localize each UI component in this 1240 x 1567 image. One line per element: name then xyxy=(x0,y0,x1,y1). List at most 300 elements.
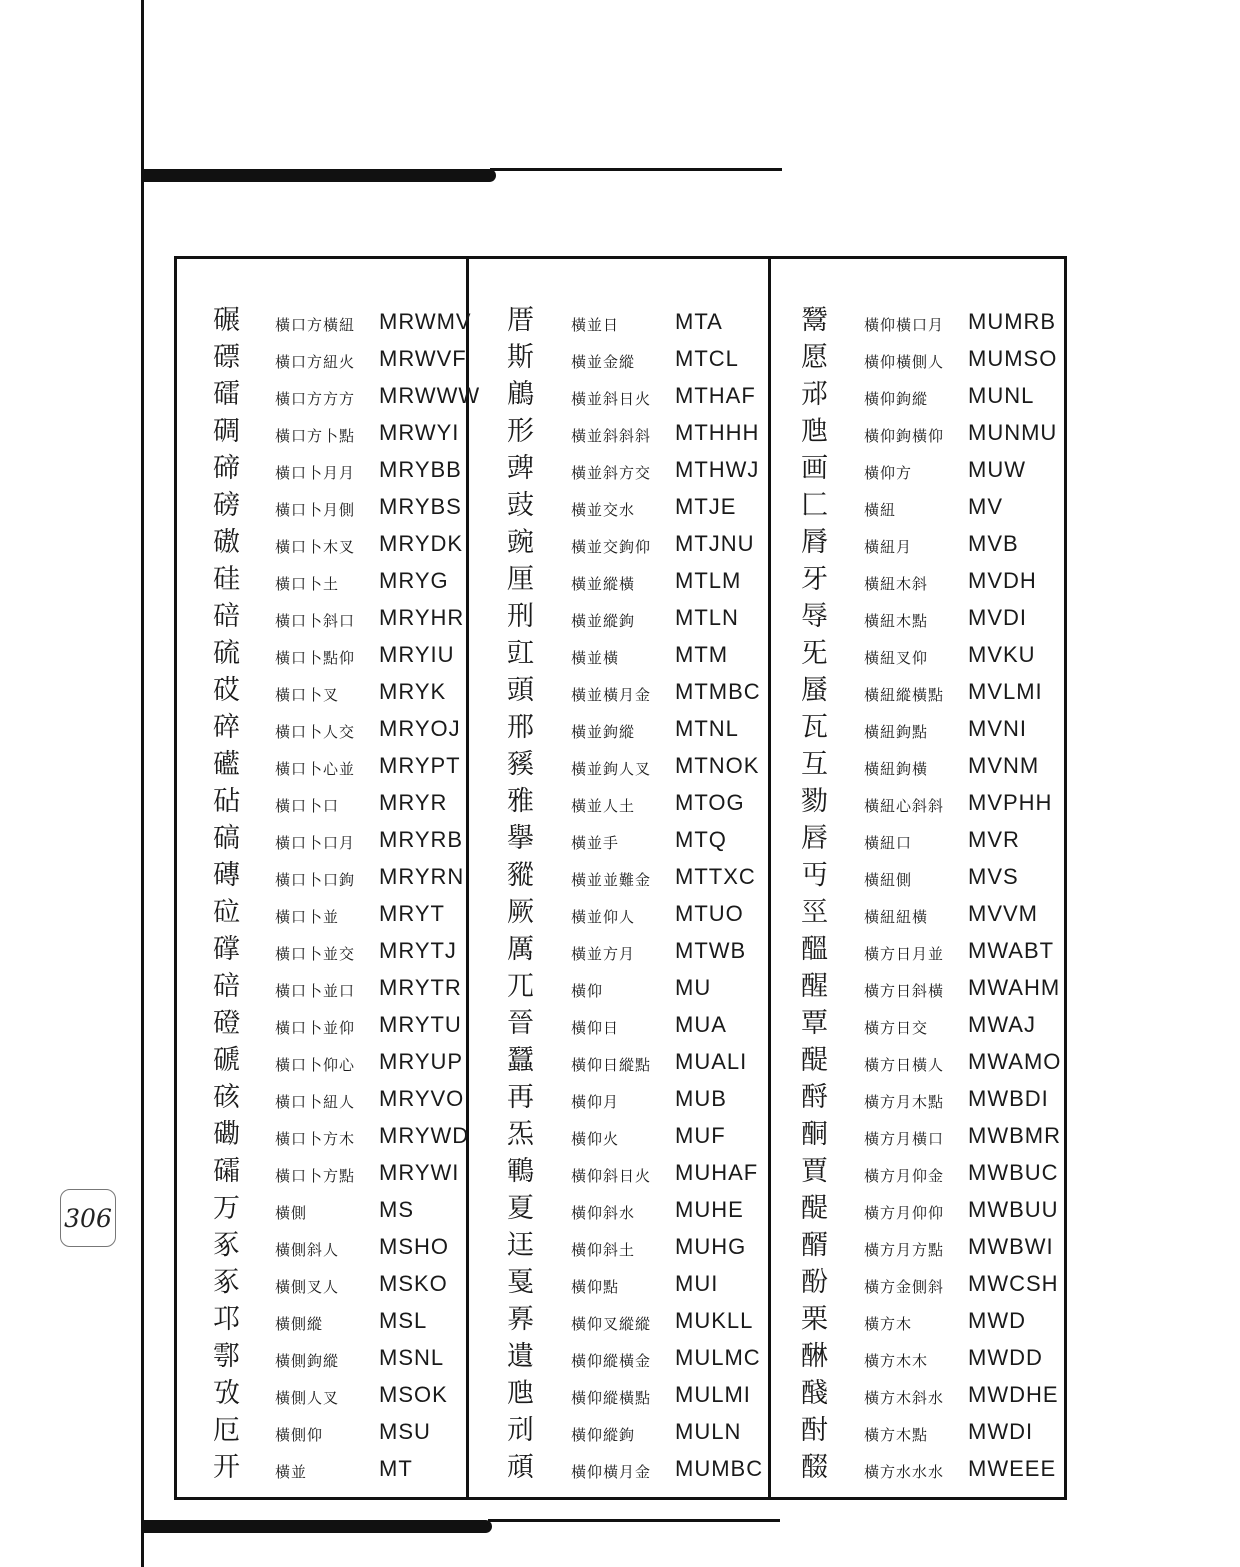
input-code: MVS xyxy=(968,864,1019,889)
input-code: MV xyxy=(968,494,1003,519)
table-row xyxy=(771,931,1064,968)
table-row xyxy=(469,339,768,376)
character: 匚 xyxy=(801,490,828,521)
character: 碲 xyxy=(213,453,240,484)
character: 碉 xyxy=(213,416,240,447)
character: 磝 xyxy=(213,527,240,558)
table-row xyxy=(469,1338,768,1375)
radical-sequence: 橫口卜並仰 xyxy=(275,1019,356,1037)
input-code: MVDI xyxy=(968,605,1027,630)
table-row xyxy=(469,635,768,672)
input-code: MTHHH xyxy=(675,420,760,445)
character: 虺 xyxy=(801,416,828,447)
input-code: MVVM xyxy=(968,901,1038,926)
character: 厄 xyxy=(213,1415,240,1446)
table-row xyxy=(771,1412,1064,1449)
radical-sequence: 橫方日月並 xyxy=(864,945,945,963)
character: 礷 xyxy=(213,749,240,780)
table-row xyxy=(771,894,1064,931)
input-code: MRYIU xyxy=(379,642,455,667)
radical-sequence: 橫仰橫口月 xyxy=(864,316,945,334)
table-row xyxy=(771,1264,1064,1301)
table-row xyxy=(771,302,1064,339)
radical-sequence: 橫方月仰仰 xyxy=(864,1204,945,1222)
radical-sequence: 橫仰橫側人 xyxy=(864,353,945,371)
table-column-2 xyxy=(469,259,771,1497)
character: 斯 xyxy=(507,342,534,373)
radical-sequence: 橫口卜並口 xyxy=(275,982,356,1000)
radical-sequence: 橫方月木點 xyxy=(864,1093,945,1111)
input-code: MRYT xyxy=(379,901,445,926)
input-code: MVDH xyxy=(968,568,1037,593)
character: 砬 xyxy=(213,897,240,928)
character: 礃 xyxy=(213,934,240,965)
radical-sequence: 橫口卜木叉 xyxy=(275,538,356,556)
radical-sequence: 橫方金側斜 xyxy=(864,1278,945,1296)
radical-sequence: 橫並人土 xyxy=(571,797,636,815)
table-row xyxy=(469,524,768,561)
radical-sequence: 橫仰月 xyxy=(571,1093,620,1111)
character: 兀 xyxy=(507,971,534,1002)
table-row xyxy=(177,339,466,376)
radical-sequence: 橫並斜方交 xyxy=(571,464,652,482)
input-code: MWBUU xyxy=(968,1197,1059,1222)
table-row xyxy=(771,413,1064,450)
character: 酮 xyxy=(801,1119,828,1150)
table-row xyxy=(177,1190,466,1227)
radical-sequence: 橫紐鉤橫 xyxy=(864,760,929,778)
table-row xyxy=(177,413,466,450)
radical-sequence: 橫口卜方木 xyxy=(275,1130,356,1148)
radical-sequence: 橫方日橫人 xyxy=(864,1056,945,1074)
radical-sequence: 橫並並難金 xyxy=(571,871,652,889)
character: 栗 xyxy=(801,1304,828,1335)
table-row xyxy=(469,1449,768,1486)
input-code: MWBUC xyxy=(968,1160,1059,1185)
table-row xyxy=(177,894,466,931)
table-row xyxy=(177,561,466,598)
table-row xyxy=(771,598,1064,635)
table-row xyxy=(469,931,768,968)
radical-sequence: 橫仰 xyxy=(571,982,604,1000)
input-code: MVR xyxy=(968,827,1020,852)
radical-sequence: 橫紐木斜 xyxy=(864,575,929,593)
table-row xyxy=(469,1264,768,1301)
table-row xyxy=(771,339,1064,376)
character: 碻 xyxy=(213,823,240,854)
table-row xyxy=(771,561,1064,598)
radical-sequence: 橫口方紐火 xyxy=(275,353,356,371)
input-code: MSKO xyxy=(379,1271,448,1296)
table-row xyxy=(177,1375,466,1412)
radical-sequence: 橫並斜日火 xyxy=(571,390,652,408)
left-margin-line xyxy=(141,0,144,1567)
input-code: MTHWJ xyxy=(675,457,760,482)
character: 晉 xyxy=(507,1008,534,1039)
character: 脣 xyxy=(801,527,828,558)
input-code: MRYWI xyxy=(379,1160,460,1185)
character: 厘 xyxy=(507,564,534,595)
input-code: MRYUP xyxy=(379,1049,464,1074)
input-code: MTJNU xyxy=(675,531,755,556)
input-code: MRYRN xyxy=(379,864,465,889)
table-row xyxy=(177,635,466,672)
input-code: MWAHM xyxy=(968,975,1061,1000)
table-row xyxy=(177,931,466,968)
table-row xyxy=(177,1116,470,1153)
input-code: MVPHH xyxy=(968,790,1053,815)
table-row xyxy=(177,1301,466,1338)
table-row xyxy=(177,1264,466,1301)
input-code: MRWWW xyxy=(379,383,481,408)
radical-sequence: 橫口卜方點 xyxy=(275,1167,356,1185)
table-row xyxy=(771,524,1064,561)
radical-sequence: 橫仰斜土 xyxy=(571,1241,636,1259)
table-row xyxy=(771,672,1064,709)
input-code: MT xyxy=(379,1456,413,1481)
radical-sequence: 橫仰鉤縱 xyxy=(864,390,929,408)
character: 邛 xyxy=(213,1304,240,1335)
input-code: MTM xyxy=(675,642,729,667)
table-row xyxy=(177,968,466,1005)
radical-sequence: 橫口卜並 xyxy=(275,908,340,926)
character: 醞 xyxy=(801,934,828,965)
radical-sequence: 橫口方方方 xyxy=(275,390,356,408)
table-row xyxy=(469,487,768,524)
character: 擧 xyxy=(507,823,534,854)
radical-sequence: 橫側斜人 xyxy=(275,1241,340,1259)
input-code: MUALI xyxy=(675,1049,748,1074)
table-row xyxy=(771,1338,1064,1375)
input-code: MUHAF xyxy=(675,1160,759,1185)
table-row xyxy=(469,968,768,1005)
character: 豌 xyxy=(507,527,534,558)
table-row xyxy=(469,1079,768,1116)
radical-sequence: 橫側叉人 xyxy=(275,1278,340,1296)
table-row xyxy=(469,413,768,450)
input-code: MSHO xyxy=(379,1234,449,1259)
table-row xyxy=(469,894,768,931)
radical-sequence: 橫紐側 xyxy=(864,871,913,889)
character: 碚 xyxy=(213,971,240,1002)
table-row xyxy=(177,302,472,339)
input-code: MULN xyxy=(675,1419,742,1444)
radical-sequence: 橫口方橫紐 xyxy=(275,316,356,334)
character: 勠 xyxy=(801,786,828,817)
input-code: MRYTU xyxy=(379,1012,462,1037)
character: 画 xyxy=(801,453,828,484)
table-row xyxy=(469,1227,768,1264)
input-code: MULMC xyxy=(675,1345,761,1370)
table-row xyxy=(469,1005,768,1042)
character: 醊 xyxy=(801,1452,828,1483)
table-row xyxy=(771,820,1064,857)
table-row xyxy=(771,1079,1064,1116)
input-code: MUKLL xyxy=(675,1308,754,1333)
input-code: MULMI xyxy=(675,1382,751,1407)
character: 丏 xyxy=(801,860,828,891)
radical-sequence: 橫紐口 xyxy=(864,834,913,852)
input-code: MRWYI xyxy=(379,420,460,445)
table-row xyxy=(177,709,466,746)
radical-sequence: 橫仰縱鉤 xyxy=(571,1426,636,1444)
input-code: MRYR xyxy=(379,790,448,815)
input-code: MRWMV xyxy=(379,309,472,334)
radical-sequence: 橫口卜人交 xyxy=(275,723,356,741)
input-code: MWDD xyxy=(968,1345,1043,1370)
radical-sequence: 橫方木木 xyxy=(864,1352,929,1370)
input-code: MTWB xyxy=(675,938,747,963)
input-code: MUW xyxy=(968,457,1026,482)
input-code: MUMRB xyxy=(968,309,1057,334)
input-code: MUNL xyxy=(968,383,1035,408)
character: 刑 xyxy=(507,601,534,632)
radical-sequence: 橫口卜並交 xyxy=(275,945,356,963)
radical-sequence: 橫並橫月金 xyxy=(571,686,652,704)
table-row xyxy=(771,783,1064,820)
table-row xyxy=(469,1116,768,1153)
table-row xyxy=(469,709,768,746)
table-row xyxy=(469,672,768,709)
radical-sequence: 橫並斜斜斜 xyxy=(571,427,652,445)
table-row xyxy=(177,524,466,561)
table-row xyxy=(771,1449,1064,1486)
input-code: MUHE xyxy=(675,1197,744,1222)
character: 酹 xyxy=(801,1082,828,1113)
input-code: MTUO xyxy=(675,901,744,926)
table-row xyxy=(771,1005,1064,1042)
input-code: MS xyxy=(379,1197,414,1222)
character: 礵 xyxy=(213,1156,240,1187)
table-row xyxy=(177,672,466,709)
input-code: MUF xyxy=(675,1123,726,1148)
character: 再 xyxy=(507,1082,534,1113)
character: 磡 xyxy=(213,1119,240,1150)
input-code: MWCSH xyxy=(968,1271,1059,1296)
radical-sequence: 橫並手 xyxy=(571,834,620,852)
radical-sequence: 橫紐 xyxy=(864,501,897,519)
character: 互 xyxy=(801,749,828,780)
table-row xyxy=(177,783,466,820)
table-row xyxy=(469,1190,768,1227)
radical-sequence: 橫口卜土 xyxy=(275,575,340,593)
input-code: MUI xyxy=(675,1271,719,1296)
input-code: MRYDK xyxy=(379,531,464,556)
input-code: MUA xyxy=(675,1012,727,1037)
table-row xyxy=(771,1153,1064,1190)
table-column-3 xyxy=(771,259,1064,1497)
radical-sequence: 橫口卜斜口 xyxy=(275,612,356,630)
table-row xyxy=(469,376,768,413)
character: 蜃 xyxy=(801,675,828,706)
character: 炁 xyxy=(507,1119,534,1150)
radical-sequence: 橫側 xyxy=(275,1204,308,1222)
input-code: MSU xyxy=(379,1419,431,1444)
character: 覃 xyxy=(801,1008,828,1039)
character: 瓦 xyxy=(801,712,828,743)
table-row xyxy=(177,1153,466,1190)
input-code: MWDHE xyxy=(968,1382,1059,1407)
input-code: MWABT xyxy=(968,938,1055,963)
character: 醒 xyxy=(801,971,828,1002)
radical-sequence: 橫並縱橫 xyxy=(571,575,636,593)
table-row xyxy=(469,1301,768,1338)
input-code: MVLMI xyxy=(968,679,1043,704)
radical-sequence: 橫並縱鉤 xyxy=(571,612,636,630)
table-row xyxy=(469,857,768,894)
input-code: MUB xyxy=(675,1086,727,1111)
character: 磴 xyxy=(213,1008,240,1039)
input-code: MUNMU xyxy=(968,420,1058,445)
character: 頑 xyxy=(507,1452,534,1483)
input-code: MVB xyxy=(968,531,1019,556)
character: 頭 xyxy=(507,675,534,706)
character: 旡 xyxy=(801,638,828,669)
radical-sequence: 橫仰叉縱縱 xyxy=(571,1315,652,1333)
character: 鶤 xyxy=(507,1156,534,1187)
radical-sequence: 橫紐月 xyxy=(864,538,913,556)
radical-sequence: 橫仰鉤橫仰 xyxy=(864,427,945,445)
radical-sequence: 橫並金縱 xyxy=(571,353,636,371)
radical-sequence: 橫並方月 xyxy=(571,945,636,963)
radical-sequence: 橫並鉤縱 xyxy=(571,723,636,741)
character: 牙 xyxy=(801,564,828,595)
table-column-1 xyxy=(177,259,481,1497)
character: 醆 xyxy=(801,1378,828,1409)
table-row xyxy=(771,487,1064,524)
radical-sequence: 橫側仰 xyxy=(275,1426,324,1444)
character: 鄠 xyxy=(213,1341,240,1372)
table-row xyxy=(177,598,466,635)
input-code: MTQ xyxy=(675,827,727,852)
radical-sequence: 橫側鉤縱 xyxy=(275,1352,340,1370)
character: 磃 xyxy=(213,1045,240,1076)
table-row xyxy=(771,968,1064,1005)
input-code: MWBWI xyxy=(968,1234,1054,1259)
input-code: MTMBC xyxy=(675,679,761,704)
table-row xyxy=(469,561,768,598)
table-row xyxy=(469,1412,768,1449)
character: 硅 xyxy=(213,564,240,595)
table-row xyxy=(177,1449,466,1486)
radical-sequence: 橫仰點 xyxy=(571,1278,620,1296)
character: 碚 xyxy=(213,601,240,632)
input-code: MSNL xyxy=(379,1345,445,1370)
table-row xyxy=(469,1042,768,1079)
radical-sequence: 橫並日 xyxy=(571,316,620,334)
radical-sequence: 橫方月方點 xyxy=(864,1241,945,1259)
input-code: MTNOK xyxy=(675,753,760,778)
table-row xyxy=(177,820,466,857)
character: 遺 xyxy=(507,1341,534,1372)
radical-sequence: 橫口卜心並 xyxy=(275,760,356,778)
character: 雅 xyxy=(507,786,534,817)
character: 刓 xyxy=(507,1415,534,1446)
character: 礌 xyxy=(213,379,240,410)
character: 邢 xyxy=(507,712,534,743)
input-code: MRYWD xyxy=(379,1123,470,1148)
input-code: MSOK xyxy=(379,1382,448,1407)
table-row xyxy=(177,1338,466,1375)
table-row xyxy=(469,450,768,487)
character: 豉 xyxy=(507,490,534,521)
input-code: MTHAF xyxy=(675,383,756,408)
radical-sequence: 橫仰縱橫金 xyxy=(571,1352,652,1370)
radical-sequence: 橫仰斜日火 xyxy=(571,1167,652,1185)
page-number: 306 xyxy=(60,1189,116,1247)
table-row xyxy=(177,746,466,783)
character: 形 xyxy=(507,416,534,447)
character: 砧 xyxy=(213,786,240,817)
table-row xyxy=(469,1153,768,1190)
input-code: MRYBB xyxy=(379,457,462,482)
character: 豖 xyxy=(213,1230,240,1261)
input-code: MWBDI xyxy=(968,1086,1049,1111)
input-code: MWDI xyxy=(968,1419,1034,1444)
character: 碎 xyxy=(213,712,240,743)
table-row xyxy=(771,450,1064,487)
radical-sequence: 橫並交鉤仰 xyxy=(571,538,652,556)
header-thin-rule xyxy=(490,168,782,171)
table-row xyxy=(771,1227,1064,1264)
radical-sequence: 橫仰橫月金 xyxy=(571,1463,652,1481)
table-row xyxy=(177,1005,466,1042)
character: 豖 xyxy=(213,1267,240,1298)
table-row xyxy=(469,746,768,783)
radical-sequence: 橫仰日縱點 xyxy=(571,1056,652,1074)
input-code: MUMBC xyxy=(675,1456,764,1481)
character: 賈 xyxy=(801,1156,828,1187)
table-row xyxy=(177,487,466,524)
character: 邧 xyxy=(801,379,828,410)
table-row xyxy=(177,1227,466,1264)
input-code: MWD xyxy=(968,1308,1026,1333)
input-code: MRYK xyxy=(379,679,447,704)
character: 鵳 xyxy=(507,379,534,410)
radical-sequence: 橫並 xyxy=(275,1463,308,1481)
input-code: MVNI xyxy=(968,716,1027,741)
radical-sequence: 橫方月橫口 xyxy=(864,1130,945,1148)
table-row xyxy=(177,1042,466,1079)
character: 酎 xyxy=(801,1415,828,1446)
input-code: MTCL xyxy=(675,346,739,371)
character: 开 xyxy=(213,1452,240,1483)
character: 磚 xyxy=(213,860,240,891)
character: 奡 xyxy=(507,1304,534,1335)
radical-sequence: 橫仰日 xyxy=(571,1019,620,1037)
table-row xyxy=(771,857,1064,894)
radical-sequence: 橫仰火 xyxy=(571,1130,620,1148)
input-code: MRWVF xyxy=(379,346,467,371)
radical-sequence: 橫方木斜水 xyxy=(864,1389,945,1407)
input-code: MWAJ xyxy=(968,1012,1036,1037)
footer-thin-rule xyxy=(488,1519,780,1522)
table-row xyxy=(469,1375,768,1412)
radical-sequence: 橫口卜點仰 xyxy=(275,649,356,667)
table-row xyxy=(469,783,768,820)
character: 醂 xyxy=(801,1341,828,1372)
character: 碾 xyxy=(213,305,240,336)
input-code: MVNM xyxy=(968,753,1040,778)
table-row xyxy=(771,1042,1064,1079)
character: 愿 xyxy=(801,342,828,373)
character: 厲 xyxy=(507,934,534,965)
radical-sequence: 橫口卜月月 xyxy=(275,464,356,482)
input-code: MRYBS xyxy=(379,494,462,519)
character: 迋 xyxy=(507,1230,534,1261)
character: 醑 xyxy=(801,1230,828,1261)
character: 厝 xyxy=(507,305,534,336)
